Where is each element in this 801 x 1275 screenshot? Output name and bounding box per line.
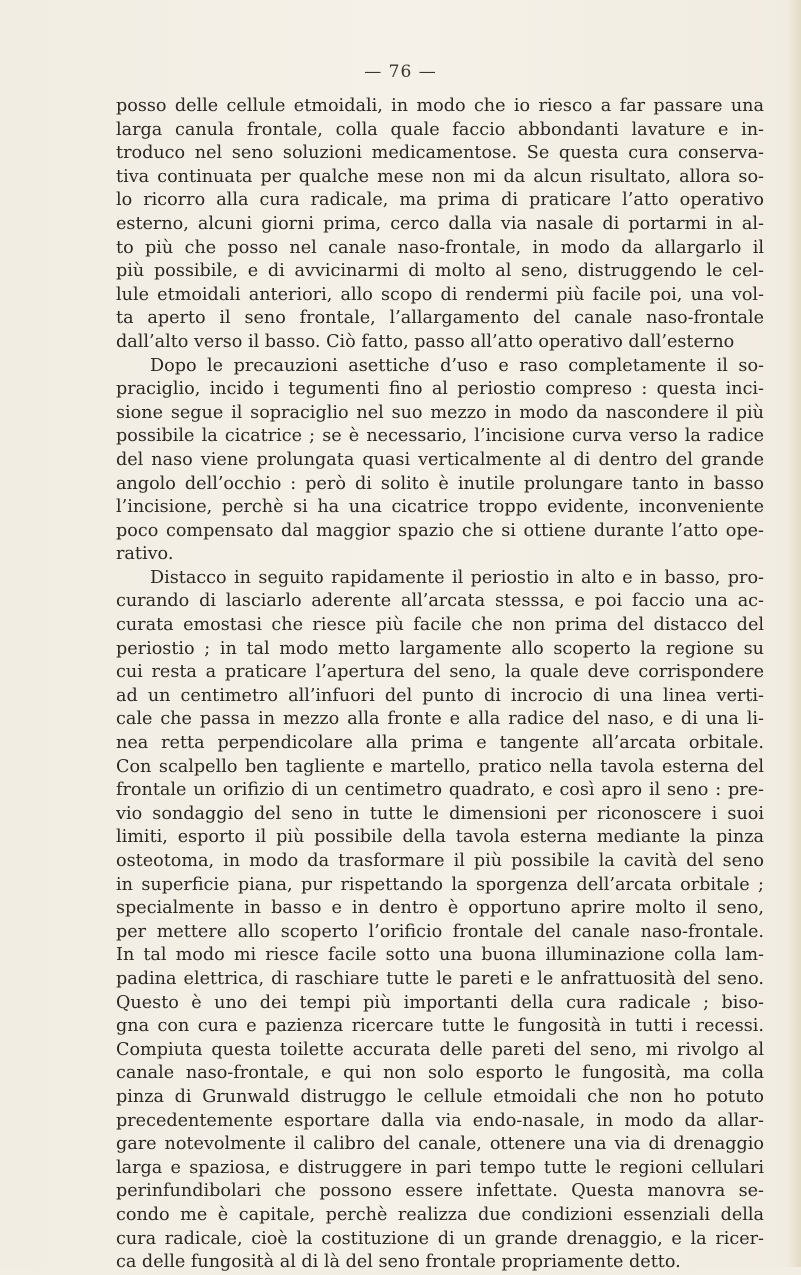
text-line: padina elettrica, di raschiare tutte le pareti e le anfrattuosità del seno. [116,968,764,989]
text-line: Compiuta questa toilette accurata delle pareti del seno, mi rivolgo al [116,1039,764,1060]
page-number: — 76 — [364,62,437,82]
text-line: cui resta a praticare l’apertura del seno, la quale deve corrispondere [116,662,764,683]
text-line: in superficie piana, pur rispettando la sporgenza dell’arcata orbitale ; [116,874,764,895]
text-line: nea retta perpendicolare alla prima e tangente all’arcata orbitale. [116,733,764,754]
text-line: canale naso-frontale, e qui non solo esporto le fungosità, ma colla [116,1063,764,1084]
text-line: l’incisione, perchè si ha una cicatrice troppo evidente, inconveniente [116,497,764,518]
page-body-text [116,95,764,1275]
text-line: ca delle fungosità al di là del seno frontale propriamente detto. [116,1252,681,1273]
text-line: posso delle cellule etmoidali, in modo che io riesco a far passare una [116,96,764,116]
text-line: praciglio, incido i tegumenti fino al periostio compreso : questa inci- [116,379,764,400]
text-line: tiva continuata per qualche mese non mi da alcun risultato, allora so- [116,166,764,187]
text-line: specialmente in basso e in dentro è opportuno aprire molto il seno, [116,898,764,919]
text-line: troduco nel seno soluzioni medicamentose. Se questa cura conserva- [116,143,764,164]
text-line: gare notevolmente il calibro del canale, ottenere una via di drenaggio [116,1134,764,1155]
text-line: più possibile, e di avvicinarmi di molto al seno, distruggendo le cel- [116,261,764,282]
text-line: possibile la cicatrice ; se è necessario, l’incisione curva verso la radice [116,426,764,447]
text-line: poco compensato dal maggior spazio che si ottiene durante l’atto ope- [116,520,764,541]
text-line: In tal modo mi riesce facile sotto una buona illuminazione colla lam- [116,945,764,966]
text-line: osteotoma, in modo da trasformare il più possibile la cavità del seno [116,851,764,871]
text-line: gna con cura e pazienza ricercare tutte le fungosità in tutti i recessi. [116,1016,764,1037]
text-line: larga canula frontale, colla quale faccio abbondanti lavature e in- [116,119,764,140]
text-line: lo ricorro alla cura radicale, ma prima di praticare l’atto operativo [116,190,764,211]
text-line: curata emostasi che riesce più facile che non prima del distacco del [116,615,764,636]
text-line: sione segue il sopraciglio nel suo mezzo in modo da nascondere il più [116,402,764,423]
text-line: Distacco in seguito rapidamente il periostio in alto e in basso, pro- [150,567,764,588]
text-line: precedentemente esportare dalla via endo-nasale, in modo da allar- [116,1110,764,1131]
text-line: angolo dell’occhio : però di solito è inutile prolungare tanto in basso [116,473,764,494]
text-line: rativo. [116,544,174,565]
text-line: condo me è capitale, perchè realizza due condizioni essenziali della [116,1204,764,1225]
text-line: curando di lasciarlo aderente all’arcata stesssa, e poi faccio una ac- [116,591,764,612]
text-line: limiti, esporto il più possibile della tavola esterna mediante la pinza [116,827,764,848]
text-line: perinfundibolari che possono essere infettate. Questa manovra se- [116,1181,764,1202]
text-line: dall’alto verso il basso. Ciò fatto, passo all’atto operativo dall’esterno [116,331,735,352]
text-line: periostio ; in tal modo metto largamente allo scoperto la regione su [116,638,764,659]
text-line: frontale un orifizio di un centimetro quadrato, e così apro il seno : pre- [116,780,764,801]
text-line: esterno, alcuni giorni prima, cerco dalla via nasale di portarmi in al- [116,213,764,234]
text-line: per mettere allo scoperto l’orificio frontale del canale naso-frontale. [116,921,764,942]
text-line: del naso viene prolungata quasi verticalmente al di dentro del grande [116,449,764,470]
text-line: cale che passa in mezzo alla fronte e alla radice del naso, e di una li- [116,709,764,730]
text-line: Questo è uno dei tempi più importanti della cura radicale ; biso- [116,992,764,1013]
text-line: lule etmoidali anteriori, allo scopo di rendermi più facile poi, una vol- [116,284,764,305]
text-line: ad un centimetro all’infuori del punto di incrocio di una linea verti- [116,685,764,706]
text-line: pinza di Grunwald distruggo le cellule etmoidali che non ho potuto [116,1086,764,1107]
text-line: Dopo le precauzioni asettiche d’uso e raso completamente il so- [150,355,764,376]
page-edge-shadow [787,0,801,1267]
text-line: larga e spaziosa, e distruggere in pari tempo tutte le regioni cellulari [116,1157,764,1178]
text-line: Con scalpello ben tagliente e martello, pratico nella tavola esterna del [116,756,764,777]
text-line: ta aperto il seno frontale, l’allargamento del canale naso-frontale [116,308,764,329]
text-line: vio sondaggio del seno in tutte le dimensioni per riconoscere i suoi [116,803,764,824]
text-line: to più che posso nel canale naso-frontale, in modo da allargarlo il [116,237,764,258]
text-line: cura radicale, cioè la costituzione di un grande drenaggio, e la ricer- [116,1228,764,1249]
